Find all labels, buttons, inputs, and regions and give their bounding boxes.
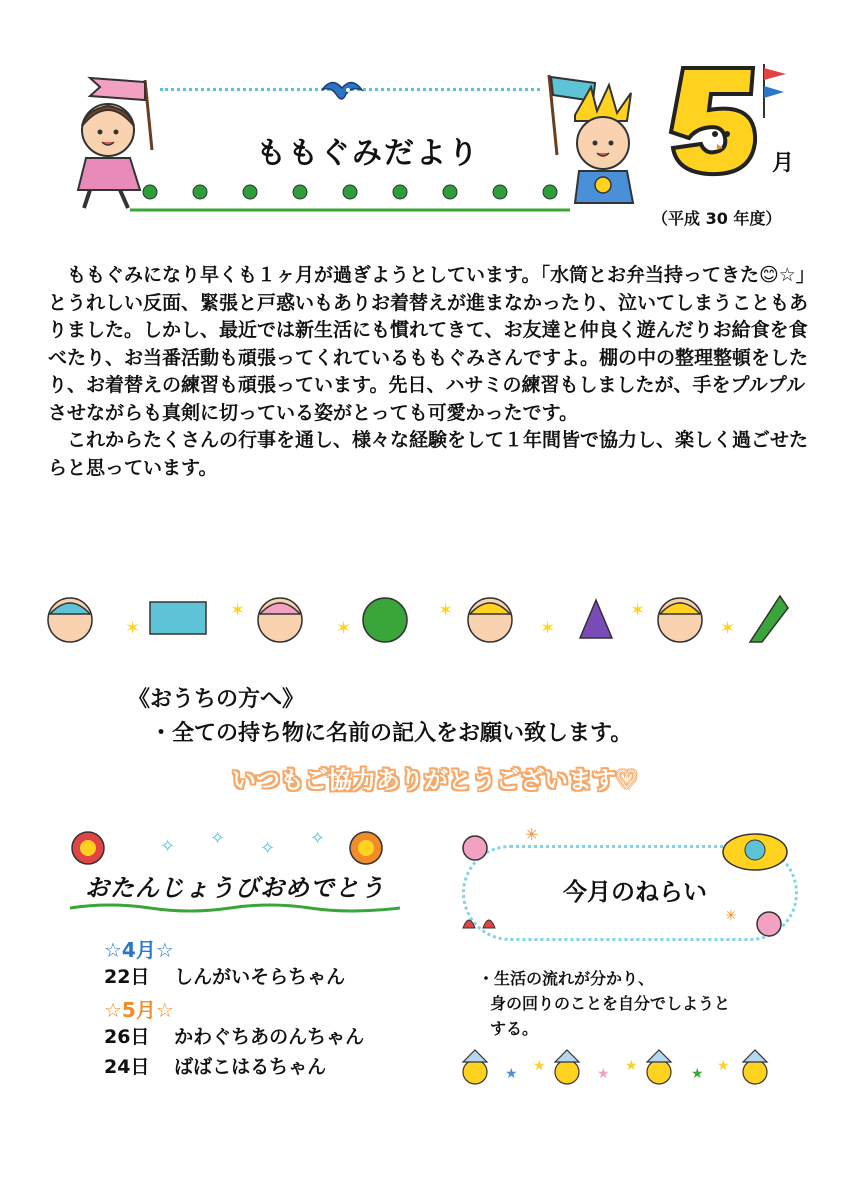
- goal-text: [478, 966, 798, 1041]
- letter-paragraph: これからたくさんの行事を通し、様々な経験をして１年間皆で協力し、楽しく過ごせたらと思っています。: [48, 429, 809, 479]
- svg-text:★: ★: [717, 1058, 730, 1074]
- birthday-day: 22日: [104, 966, 150, 988]
- may-label: ☆5月☆: [104, 998, 174, 1022]
- notice-heading: 《おうちの方へ》: [128, 687, 305, 712]
- goal-line: する。: [490, 1019, 539, 1038]
- month-suffix: 月: [772, 151, 795, 176]
- chick-border-decoration: [455, 1048, 795, 1088]
- newsletter-title: ももぐみだより: [256, 136, 480, 171]
- svg-text:✶: ✶: [230, 600, 246, 621]
- svg-text:★: ★: [533, 1058, 546, 1074]
- svg-text:✳: ✳: [525, 828, 539, 844]
- svg-text:✶: ✶: [720, 618, 736, 639]
- birthday-day: 24日: [104, 1056, 150, 1078]
- notice-item: ・全ての持ち物に名前の記入をお願い致します。: [150, 721, 633, 746]
- birthday-banner: おたんじょうびおめでとう: [85, 874, 385, 902]
- bird-icon: [318, 72, 366, 108]
- letter-paragraph: とうれしい反面、緊張と戸惑いもありお着替えが進まなかったり、泣いてしまうこともありました。しかし、最近では新生活にも慣れてきて、お友達と仲良く遊んだりお給食を食べたり、お当番活動も頑張ってくれているももぐみさんですよ。棚の中の整理整頓をしたり、お着替えの練習も頑張っています。先日、ハサミの練習もしましたが、手をプルプルさせながらも真剣に切っている姿がとっても可愛かったです。: [48, 291, 809, 424]
- svg-text:✶: ✶: [336, 618, 352, 639]
- goal-line: 身の回りのことを自分でしようと: [490, 994, 731, 1013]
- flower-decoration: [60, 822, 400, 870]
- birthday-day: 26日: [104, 1026, 150, 1048]
- svg-text:✧: ✧: [210, 828, 226, 849]
- birthday-name: ばばこはるちゃん: [174, 1056, 327, 1078]
- birthday-row: [104, 1052, 326, 1079]
- birthday-name: しんがいそらちゃん: [174, 966, 346, 988]
- svg-text:✳: ✳: [725, 908, 737, 924]
- svg-text:✧: ✧: [310, 828, 326, 849]
- goal-line: ・生活の流れが分かり、: [478, 969, 655, 988]
- fiscal-year: （平成 30 年度）: [652, 209, 782, 228]
- clover-row-decoration: [130, 178, 570, 214]
- svg-text:✧: ✧: [260, 838, 276, 859]
- letter-paragraph: ももぐみになり早くも１ヶ月が過ぎようとしています。「水筒とお弁当持ってきた😊☆」: [67, 264, 815, 286]
- birthday-name: かわぐちあのんちゃん: [174, 1026, 365, 1048]
- svg-text:★: ★: [625, 1058, 638, 1074]
- month-number-graphic: [665, 58, 775, 178]
- svg-text:✶: ✶: [630, 600, 646, 621]
- svg-text:★: ★: [505, 1066, 518, 1082]
- character-border-decoration: [40, 588, 810, 648]
- svg-text:★: ★: [691, 1066, 704, 1082]
- thanks-message: いつもご協力ありがとうございます♡: [232, 766, 638, 794]
- svg-text:✶: ✶: [125, 618, 141, 639]
- svg-text:✧: ✧: [160, 836, 176, 857]
- letter-body: [48, 262, 818, 482]
- koinobori-icon: [760, 60, 790, 120]
- goal-title: 今月のねらい: [563, 878, 707, 906]
- svg-text:★: ★: [597, 1066, 610, 1082]
- svg-text:✶: ✶: [540, 618, 556, 639]
- april-label: ☆4月☆: [104, 938, 174, 962]
- birthday-row: [104, 1022, 364, 1049]
- grass-underline: [70, 902, 400, 914]
- birthday-row: [104, 962, 345, 989]
- svg-text:✶: ✶: [438, 600, 454, 621]
